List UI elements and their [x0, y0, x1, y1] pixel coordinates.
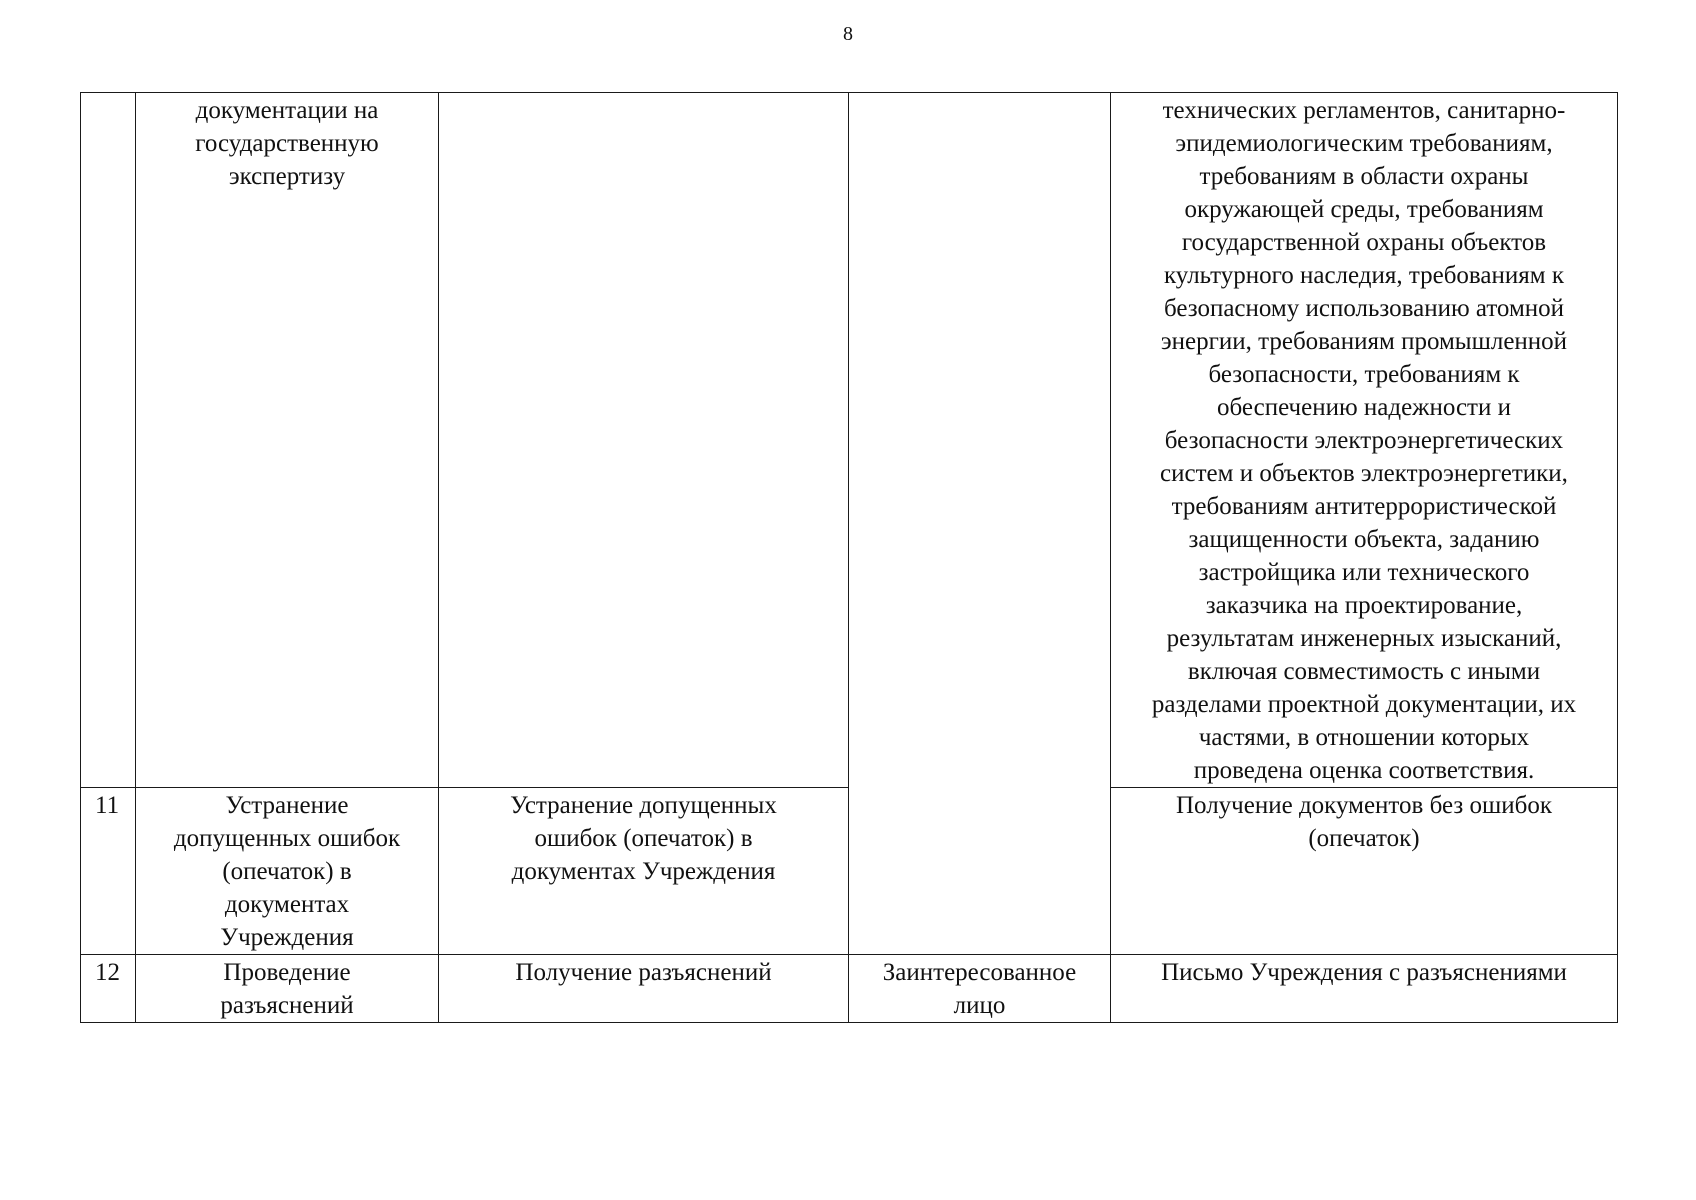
procedure-result-cell: технических регламентов, санитарно- эпидемиологическим требованиям, требованиям в области охраны окружающей среды, требованиям государственной охраны объектов культурного наследия, требованиям к безопасному использованию атомной энергии, требованиям промышленной безопасности, требованиям к обеспечению надежности и безопасности электроэнергетических систем и объектов электроэнергетики, требованиям антитеррористической защищенности объекта, заданию застройщика или технического заказчика на проектирование, результатам инженерных изысканий, включая совместимость с иными разделами проектной документации, их частями, в отношении которых проведена оценка соответствия.: [1111, 93, 1618, 788]
procedure-result-cell: Получение документов без ошибок (опечаток): [1111, 788, 1618, 955]
procedure-result-cell: Письмо Учреждения с разъяснениями: [1111, 955, 1618, 1023]
services-table: [80, 92, 1618, 1023]
table-row: [81, 93, 1618, 788]
procedure-action-cell: Устранение допущенных ошибок (опечаток) в документах Учреждения: [439, 788, 849, 955]
procedure-name-cell: Устранение допущенных ошибок (опечаток) в документах Учреждения: [136, 788, 439, 955]
applicant-cell: Заинтересованное лицо: [849, 955, 1111, 1023]
table-row: [81, 955, 1618, 1023]
row-number-cell: [81, 93, 136, 788]
row-number-cell: 12: [81, 955, 136, 1023]
row-number-cell: 11: [81, 788, 136, 955]
page-number: 8: [843, 23, 853, 45]
procedure-name-cell: документации на государственную экспертизу: [136, 93, 439, 788]
procedure-action-cell: Получение разъяснений: [439, 955, 849, 1023]
procedure-action-cell: [439, 93, 849, 788]
procedure-name-cell: Проведение разъяснений: [136, 955, 439, 1023]
applicant-cell: [849, 93, 1111, 955]
